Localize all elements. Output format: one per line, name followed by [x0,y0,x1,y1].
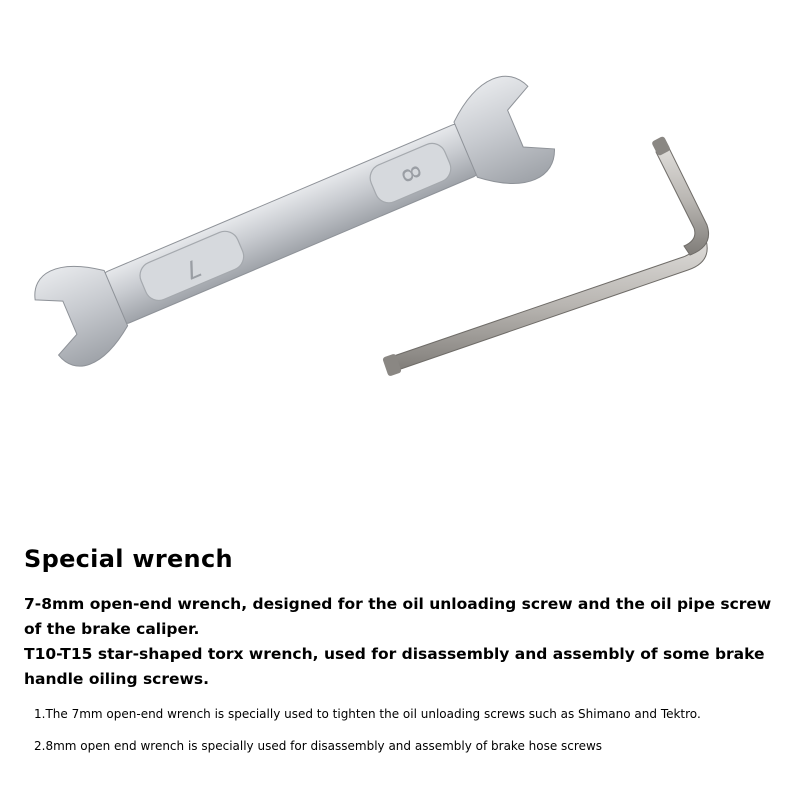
section-title: Special wrench [24,545,233,573]
size-label-7: 7 [180,252,206,285]
description-line: 7-8mm open-end wrench, designed for the oil unloading screw and the oil pipe screw of the brake caliper. [24,595,772,638]
note-item: 2.8mm open end wrench is specially used for disassembly and assembly of brake hose screws [34,739,603,753]
note-item: 1.The 7mm open-end wrench is specially used to tighten the oil unloading screws such as Shimano and Tektro. [34,707,701,721]
size-label-8: 8 [394,161,427,187]
description-line: T10-T15 star-shaped torx wrench, used for disassembly and assembly of some brake handle oiling screws. [24,645,765,688]
description [24,592,794,692]
